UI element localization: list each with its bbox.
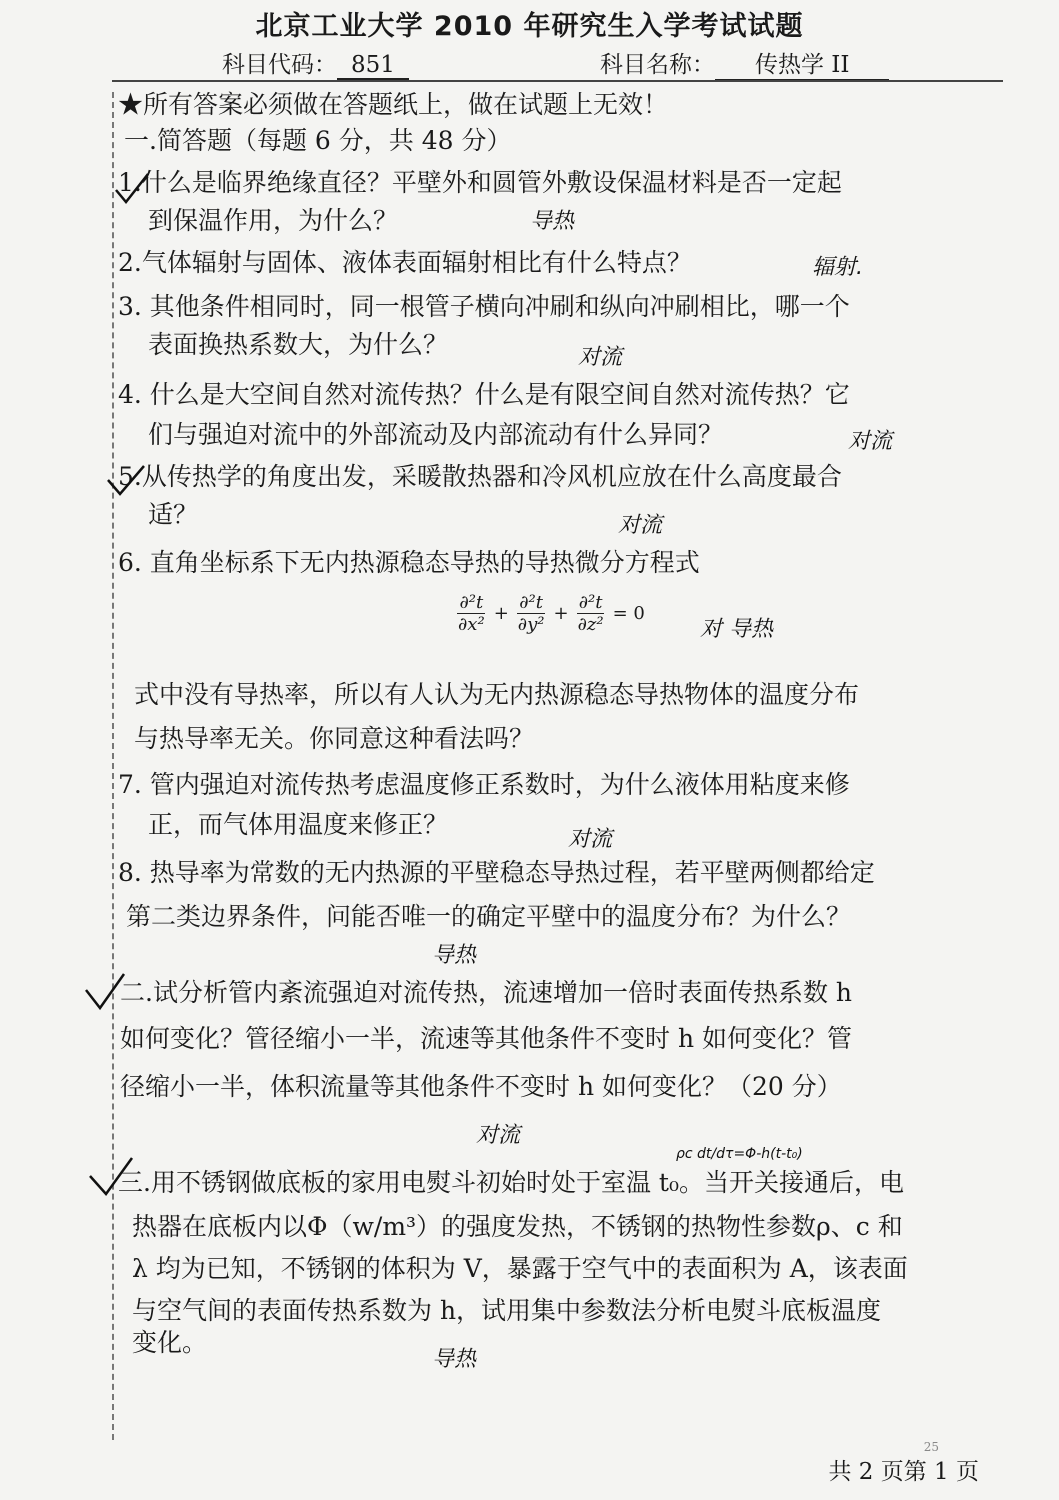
question-line: 如何变化？管径缩小一半，流速等其他条件不变时 h 如何变化？管 xyxy=(120,1024,852,1053)
handwritten-note: 对流 xyxy=(618,513,663,538)
subject-name xyxy=(600,46,889,81)
check-mark-icon xyxy=(104,460,148,500)
handwritten-note: 导热 xyxy=(432,943,477,968)
question-line: 二.试分析管内紊流强迫对流传热，流速增加一倍时表面传热系数 h xyxy=(120,978,852,1007)
question-line: 2.气体辐射与固体、液体表面辐射相比有什么特点？ xyxy=(118,248,692,277)
check-mark-icon xyxy=(82,968,128,1016)
subject-code xyxy=(222,46,409,80)
question-line: 到保温作用，为什么？ xyxy=(148,206,399,235)
check-mark-icon xyxy=(112,170,152,210)
heat-equation: $\frac{\text{∂²t}}{\text{∂x²}}$ + $\frac{\text{∂²t}}{\text{∂y²}}$ + $\frac{\text{∂²t}}{\text{∂z²}}$ = 0 xyxy=(458,592,645,635)
frac-y: $\frac{\text{∂²t}}{\text{∂y²}}$ xyxy=(517,592,545,635)
handwritten-note: 导热 xyxy=(432,1347,477,1372)
handwritten-note: ρc dt/dτ=Φ-h(t-t₀) xyxy=(676,1146,803,1162)
question-line: 热器在底板内以Φ（w/m³）的强度发热，不锈钢的热物性参数ρ、c 和 xyxy=(132,1212,903,1241)
subject-code-value: 851 xyxy=(337,52,409,80)
handwritten-note: 导热 xyxy=(530,209,575,234)
question-line: 们与强迫对流中的外部流动及内部流动有什么异同？ xyxy=(148,420,724,449)
question-line: 第二类边界条件，问能否唯一的确定平壁中的温度分布？为什么？ xyxy=(126,902,852,931)
question-line: 5.从传热学的角度出发，采暖散热器和冷风机应放在什么高度最合 xyxy=(118,462,842,491)
frame-top-line xyxy=(112,80,1003,82)
frame-left-line xyxy=(112,92,114,1440)
question-line: 三.用不锈钢做底板的家用电熨斗初始时处于室温 t₀。当开关接通后，电 xyxy=(118,1168,904,1197)
check-mark-icon xyxy=(86,1154,136,1202)
question-line: 变化。 xyxy=(132,1328,208,1357)
question-line: 适？ xyxy=(148,500,199,529)
handwritten-note: 对流 xyxy=(848,429,893,454)
question-line: 6. 直角坐标系下无内热源稳态导热的导热微分方程式 xyxy=(118,548,700,577)
handwritten-note: 对流 xyxy=(568,827,613,852)
question-line: 与空气间的表面传热系数为 h，试用集中参数法分析电熨斗底板温度 xyxy=(132,1296,882,1325)
question-line: 表面换热系数大，为什么？ xyxy=(148,330,449,359)
page-number-small: 25 xyxy=(923,1440,939,1454)
section1-title: 一.简答题（每题 6 分，共 48 分） xyxy=(124,126,512,155)
question-line: 与热导率无关。你同意这种看法吗？ xyxy=(134,724,535,753)
question-line: 正，而气体用温度来修正？ xyxy=(148,810,449,839)
handwritten-note: 辐射. xyxy=(812,255,863,280)
subject-name-value: 传热学 II xyxy=(715,46,889,81)
subject-name-label: 科目名称： xyxy=(600,52,715,78)
handwritten-note: 对流 xyxy=(578,345,623,370)
question-line: 径缩小一半，体积流量等其他条件不变时 h 如何变化？（20 分） xyxy=(120,1072,842,1101)
question-line: 8. 热导率为常数的无内热源的平壁稳态导热过程，若平壁两侧都给定 xyxy=(118,858,875,887)
frac-z: $\frac{\text{∂²t}}{\text{∂z²}}$ xyxy=(577,592,604,635)
notice: ★所有答案必须做在答题纸上，做在试题上无效！ xyxy=(118,90,669,119)
subject-code-label: 科目代码： xyxy=(222,52,337,78)
question-line: 式中没有导热率，所以有人认为无内热源稳态导热物体的温度分布 xyxy=(134,680,860,709)
handwritten-note: 对流 xyxy=(476,1123,521,1148)
question-line: 1.什么是临界绝缘直径？平壁外和圆管外敷设保温材料是否一定起 xyxy=(118,168,842,197)
question-line: λ 均为已知，不锈钢的体积为 V，暴露于空气中的表面积为 A，该表面 xyxy=(132,1254,908,1283)
page-number: 共 2 页第 1 页 xyxy=(828,1459,979,1485)
exam-title: 北京工业大学 2010 年研究生入学考试试题 xyxy=(255,11,804,42)
handwritten-note: 对 导热 xyxy=(700,617,773,642)
question-line: 4. 什么是大空间自然对流传热？什么是有限空间自然对流传热？它 xyxy=(118,380,850,409)
question-line: 3. 其他条件相同时，同一根管子横向冲刷和纵向冲刷相比，哪一个 xyxy=(118,292,850,321)
question-line: 7. 管内强迫对流传热考虑温度修正系数时，为什么液体用粘度来修 xyxy=(118,770,850,799)
frac-x: $\frac{\text{∂²t}}{\text{∂x²}}$ xyxy=(458,592,485,635)
